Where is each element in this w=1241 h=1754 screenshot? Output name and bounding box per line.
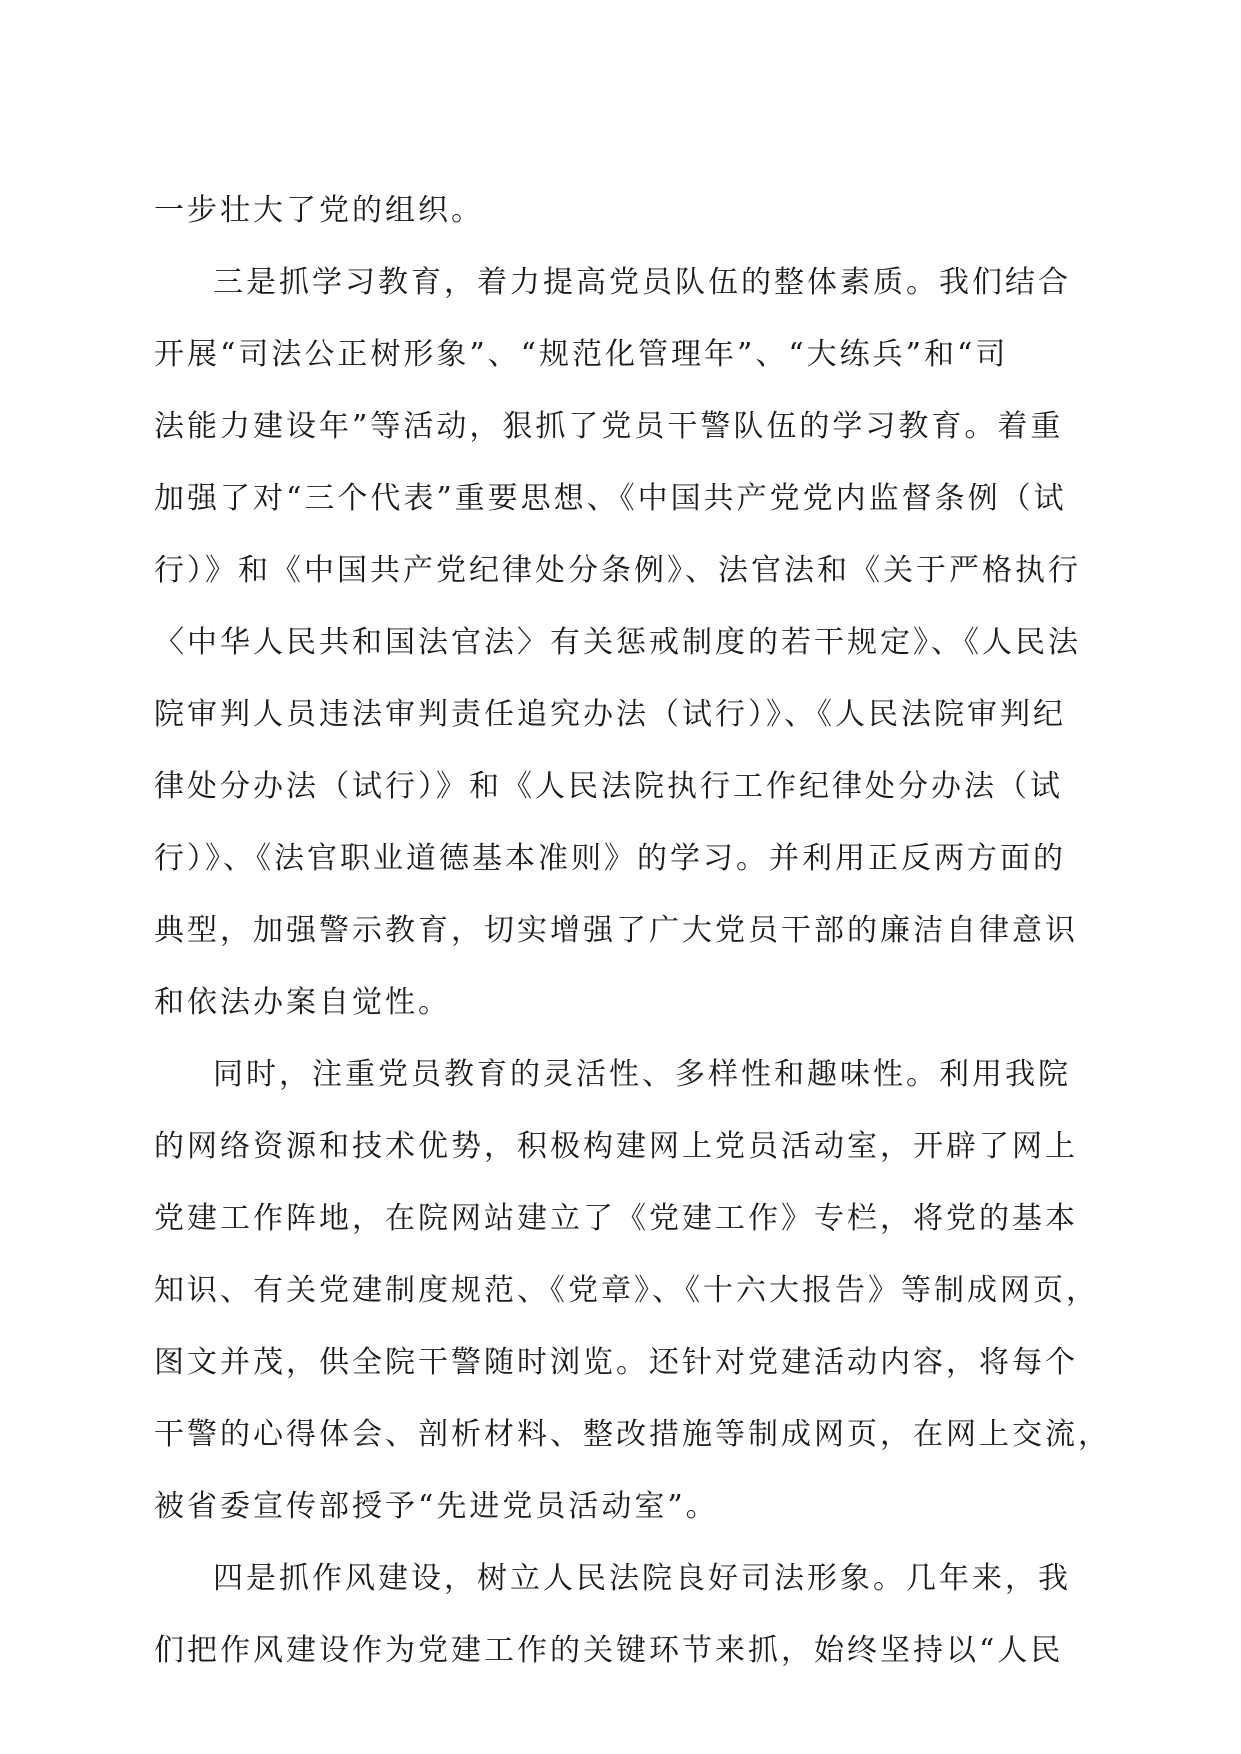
text-line: 干警的心得体会、剖析材料、整改措施等制成网页，在网上交流， (154, 1417, 1111, 1452)
text-line: 图文并茂，供全院干警随时浏览。还针对党建活动内容，将每个 (154, 1345, 1078, 1380)
text-line: 一步壮大了党的组织。 (154, 193, 484, 228)
text-line: 法能力建设年”等活动，狠抓了党员干警队伍的学习教育。着重 (154, 409, 1064, 444)
text-line: 典型，加强警示教育，切实增强了广大党员干部的廉洁自律意识 (154, 913, 1078, 948)
text-line: 知识、有关党建制度规范、《党章》、《十六大报告》等制成网页， (154, 1273, 1099, 1308)
text-line: 党建工作阵地，在院网站建立了《党建工作》专栏，将党的基本 (154, 1201, 1078, 1236)
text-line: 行）》和《中国共产党纪律处分条例》、法官法和《关于严格执行 (154, 553, 1081, 588)
text-line: 们把作风建设作为党建工作的关键环节来抓，始终坚持以“人民 (154, 1633, 1064, 1668)
paragraph-first-line: 三是抓学习教育，着力提高党员队伍的整体素质。我们结合 (213, 265, 1071, 300)
text-line: 的网络资源和技术优势，积极构建网上党员活动室，开辟了网上 (154, 1129, 1078, 1164)
text-line: 加强了对“三个代表”重要思想、《中国共产党党内监督条例（试 (154, 481, 1067, 516)
text-line: 行）》、《法官职业道德基本准则》的学习。并利用正反两方面的 (154, 841, 1066, 876)
paragraph-first-line: 同时，注重党员教育的灵活性、多样性和趣味性。利用我院 (213, 1057, 1071, 1092)
text-line: 律处分办法（试行）》和《人民法院执行工作纪律处分办法（试 (154, 769, 1063, 804)
text-line: 〈中华人民共和国法官法〉有关惩戒制度的若干规定》、《人民法 (154, 625, 1081, 660)
paragraph-first-line: 四是抓作风建设，树立人民法院良好司法形象。几年来，我 (213, 1561, 1071, 1596)
text-line: 开展“司法公正树形象”、“规范化管理年”、“大练兵”和“司 (154, 337, 1009, 372)
text-line: 被省委宣传部授予“先进党员活动室”。 (154, 1489, 719, 1524)
text-line: 和依法办案自觉性。 (154, 985, 451, 1020)
text-line: 院审判人员违法审判责任追究办法（试行）》、《人民法院审判纪 (154, 697, 1066, 732)
